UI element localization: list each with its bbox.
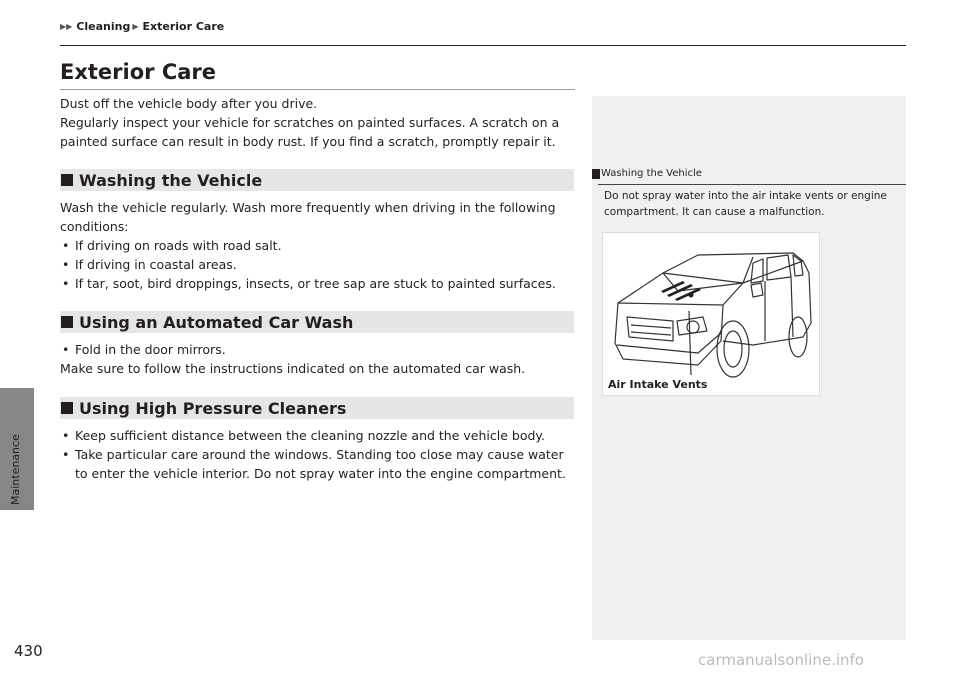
section-heading-text: Using an Automated Car Wash — [79, 312, 354, 332]
heading-square-icon — [61, 316, 73, 328]
list-item: • If driving in coastal areas. — [60, 255, 580, 274]
breadcrumb-arrow-icon: ▶▶ — [60, 22, 73, 31]
breadcrumb — [60, 20, 224, 33]
vehicle-illustration — [602, 232, 820, 396]
pressure-bullets — [60, 426, 580, 483]
section-heading-text: Using High Pressure Cleaners — [79, 398, 347, 418]
list-item: • If driving on roads with road salt. — [60, 236, 580, 255]
section-tab-label: Maintenance — [9, 434, 22, 505]
note-reference-icon — [592, 169, 600, 179]
heading-square-icon — [61, 174, 73, 186]
washing-text: Wash the vehicle regularly. Wash more frequently when driving in the following conditions: — [60, 200, 556, 234]
page-title: Exterior Care — [60, 60, 217, 84]
section-heading-automated — [60, 311, 574, 333]
washing-bullets — [60, 236, 580, 293]
header-divider — [60, 45, 906, 46]
heading-square-icon — [61, 402, 73, 414]
breadcrumb-item-exterior-care[interactable]: Exterior Care — [142, 20, 225, 33]
figure-caption: Air Intake Vents — [608, 378, 708, 391]
intro-line-1: Dust off the vehicle body after you drive. — [60, 96, 318, 111]
suv-line-drawing — [603, 233, 819, 395]
automated-bullets — [60, 340, 580, 359]
list-item: • Keep sufficient distance between the cleaning nozzle and the vehicle body. — [60, 426, 580, 445]
note-heading — [592, 168, 906, 179]
intro-line-2: Regularly inspect your vehicle for scratches on painted surfaces. A scratch on a painted surface can result in body rust. If you find a scratch, promptly repair it. — [60, 115, 560, 149]
note-heading-text: Washing the Vehicle — [601, 168, 702, 179]
section-heading-pressure — [60, 397, 574, 419]
watermark-text: carmanualsonline.info — [698, 651, 864, 669]
title-divider — [60, 89, 575, 90]
list-item: • If tar, soot, bird droppings, insects, or tree sap are stuck to painted surfaces. — [60, 274, 580, 293]
breadcrumb-item-cleaning[interactable]: Cleaning — [76, 20, 131, 33]
note-text: Do not spray water into the air intake vents or engine compartment. It can cause a malfunction. — [604, 190, 887, 218]
breadcrumb-arrow-icon: ▶ — [132, 22, 139, 31]
automated-text: Make sure to follow the instructions indicated on the automated car wash. — [60, 361, 526, 376]
list-item: • Take particular care around the windows. Standing too close may cause water to enter the vehicle interior. Do not spray water into the engine compartment. — [60, 445, 580, 483]
section-heading-washing — [60, 169, 574, 191]
list-item: • Fold in the door mirrors. — [60, 340, 580, 359]
section-heading-text: Washing the Vehicle — [79, 170, 263, 190]
page-number: 430 — [14, 642, 43, 660]
air-intake-vents-marker — [661, 281, 701, 301]
note-divider — [598, 184, 906, 185]
